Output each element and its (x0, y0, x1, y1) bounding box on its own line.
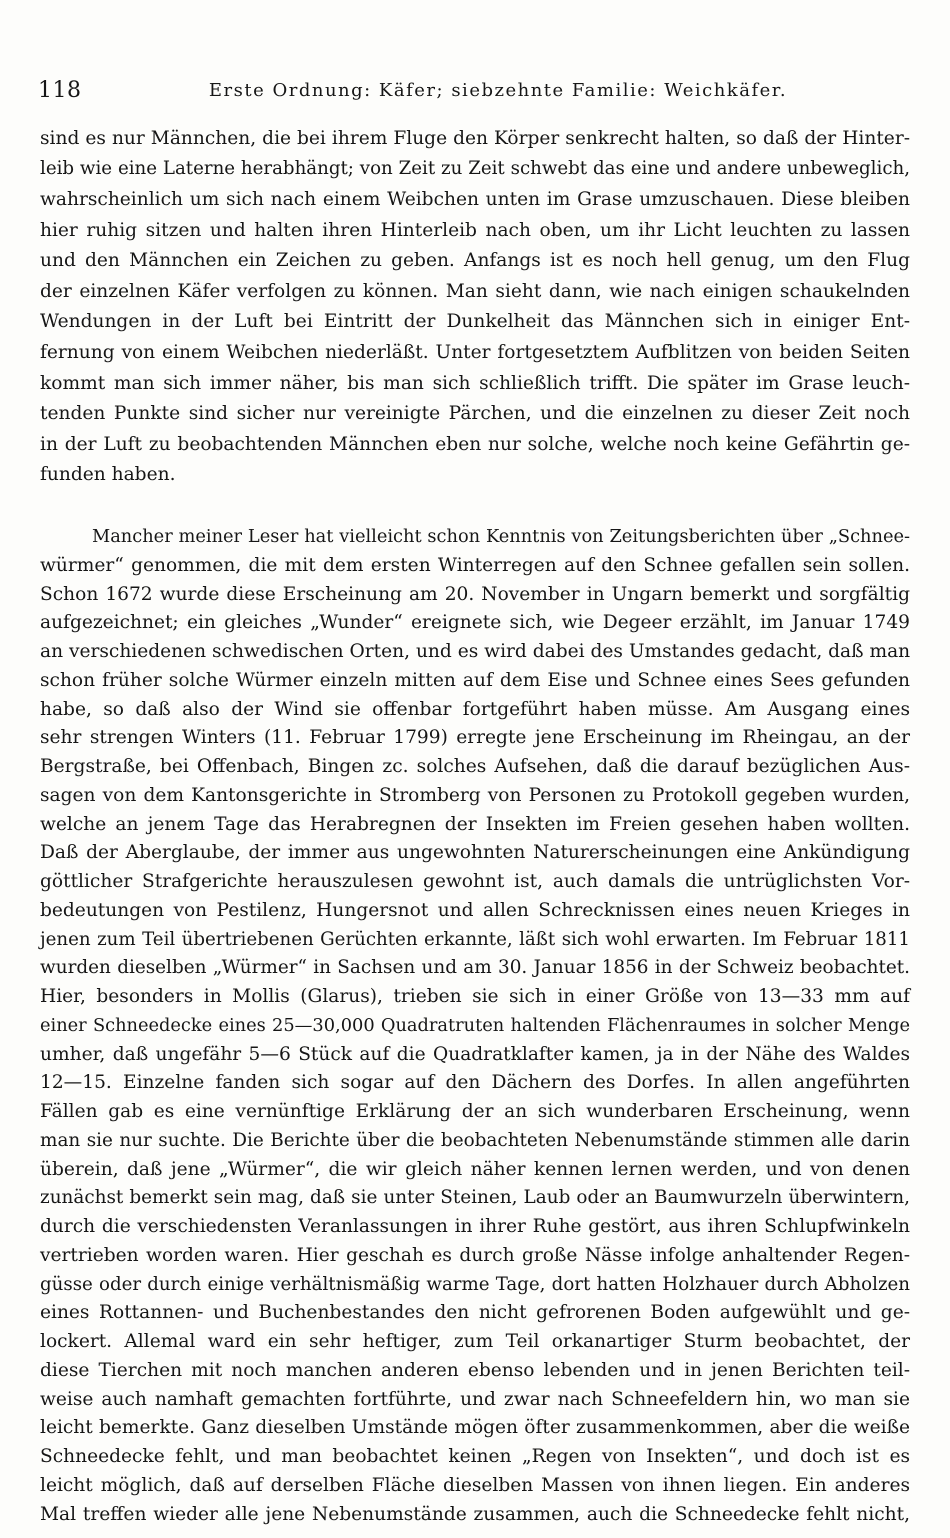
text-line: zunächst bemerkt sein mag, daß sie unter Steinen, Laub oder an Baumwurzeln überwintern, (40, 1187, 910, 1208)
text-line: funden haben. (40, 464, 176, 485)
text-line: sind es nur Männchen, die bei ihrem Fluge den Körper senkrecht halten, so daß der Hinter- (40, 128, 910, 149)
text-line: bedeutungen von Pestilenz, Hungersnot und allen Schrecknissen eines neuen Krieges in (40, 900, 910, 921)
text-line: eines Rottannen- und Buchenbestandes den nicht gefrorenen Boden aufgewühlt und ge- (40, 1302, 910, 1323)
text-line: jenen zum Teil übertriebenen Gerüchten erkannte, läßt sich wohl erwarten. Im Februar 1811 (40, 929, 910, 950)
text-line: und den Männchen ein Zeichen zu geben. Anfangs ist es noch hell genug, um den Flug (40, 250, 910, 271)
text-line: vertrieben worden waren. Hier geschah es durch große Nässe infolge anhaltender Regen- (40, 1245, 910, 1266)
text-line: Schon 1672 wurde diese Erscheinung am 20. November in Ungarn bemerkt und sorgfältig (40, 584, 910, 605)
text-line: weise auch namhaft gemachten fortführte, und zwar nach Schneefeldern hin, wo man sie (40, 1389, 910, 1410)
text-line: hier ruhig sitzen und halten ihren Hinterleib nach oben, um ihr Licht leuchten zu lassen (40, 220, 910, 241)
text-line: güsse oder durch einige verhältnismäßig warme Tage, dort hatten Holzhauer durch Abholzen (40, 1274, 910, 1295)
text-line: Mancher meiner Leser hat vielleicht schon Kenntnis von Zeitungsberichten über „Schnee- (92, 526, 910, 547)
text-line: sehr strengen Winters (11. Februar 1799) erregte jene Erscheinung im Rheingau, an der (40, 727, 910, 748)
text-line: sagen von dem Kantonsgerichte in Stromberg von Personen zu Protokoll gegeben wurden, (40, 785, 910, 806)
text-line: Fällen gab es eine vernünftige Erklärung der an sich wunderbaren Erscheinung, wenn (40, 1101, 910, 1122)
text-line: leib wie eine Laterne herabhängt; von Zeit zu Zeit schwebt das eine und andere unbeweglich, (40, 158, 910, 179)
text-line: diese Tierchen mit noch manchen anderen ebenso lebenden und in jenen Berichten teil- (40, 1360, 910, 1381)
text-line: Mal treffen wieder alle jene Nebenumstände zusammen, auch die Schneedecke fehlt nicht, (40, 1504, 910, 1525)
text-line: lockert. Allemal ward ein sehr heftiger, zum Teil orkanartiger Sturm beobachtet, der (40, 1331, 910, 1352)
text-line: wahrscheinlich um sich nach einem Weibchen unten im Grase umzuschauen. Diese bleiben (40, 189, 910, 210)
text-line: Wendungen in der Luft bei Eintritt der Dunkelheit das Männchen sich in einiger Ent- (40, 311, 910, 332)
text-line: schon früher solche Würmer einzeln mitten auf dem Eise und Schnee eines Sees gefunden (40, 670, 910, 691)
text-line: Bergstraße, bei Offenbach, Bingen zc. solches Aufsehen, daß die darauf bezüglichen Aus- (40, 756, 910, 777)
text-line: welche an jenem Tage das Herabregnen der Insekten im Freien gesehen haben wollten. (40, 814, 910, 835)
page-header (38, 78, 918, 108)
text-line: Schneedecke fehlt, und man beobachtet keinen „Regen von Insekten“, und doch ist es (40, 1446, 910, 1467)
text-line: würmer“ genommen, die mit dem ersten Winterregen auf den Schnee gefallen sein sollen. (40, 555, 910, 576)
text-line: fernung von einem Weibchen niederläßt. Unter fortgesetztem Aufblitzen von beiden Seiten (40, 342, 910, 363)
text-line: göttlicher Strafgerichte herauszulesen gewohnt ist, auch damals die untrüglichsten Vor- (40, 871, 910, 892)
text-line: habe, so daß also der Wind sie offenbar fortgeführt haben müsse. Am Ausgang eines (40, 699, 910, 720)
text-line: durch die verschiedensten Veranlassungen in ihrer Ruhe gestört, aus ihren Schlupfwinkeln (40, 1216, 910, 1237)
text-line: in der Luft zu beobachtenden Männchen eben nur solche, welche noch keine Gefährtin ge- (40, 434, 910, 455)
running-head: Erste Ordnung: Käfer; siebzehnte Familie: Weichkäfer. (208, 80, 788, 101)
text-line: der einzelnen Käfer verfolgen zu können. Man sieht dann, wie nach einigen schaukelnden (40, 281, 910, 302)
text-line: leicht möglich, daß auf derselben Fläche dieselben Massen von ihnen liegen. Ein anderes (40, 1475, 910, 1496)
text-line: aufgezeichnet; ein gleiches „Wunder“ ereignete sich, wie Degeer erzählt, im Januar 1749 (40, 612, 910, 633)
text-line: an verschiedenen schwedischen Orten, und es wird dabei des Umstandes gedacht, daß man (40, 641, 911, 662)
text-line: tenden Punkte sind sicher nur vereinigte Pärchen, und die einzelnen zu dieser Zeit noch (40, 403, 910, 424)
page-number: 118 (38, 78, 82, 103)
text-line: leicht bemerkte. Ganz dieselben Umstände mögen öfter zusammenkommen, aber die weiße (40, 1417, 910, 1438)
text-line: umher, daß ungefähr 5—6 Stück auf die Quadratklafter kamen, ja in der Nähe des Waldes (40, 1044, 910, 1065)
text-line: überein, daß jene „Würmer“, die wir gleich näher kennen lernen werden, und von denen (40, 1159, 910, 1180)
text-line: wurden dieselben „Würmer“ in Sachsen und am 30. Januar 1856 in der Schweiz beobachtet. (40, 957, 910, 978)
text-line: 12—15. Einzelne fanden sich sogar auf den Dächern des Dorfes. In allen angeführten (40, 1072, 910, 1093)
text-line: Hier, besonders in Mollis (Glarus), trieben sie sich in einer Größe von 13—33 mm auf (40, 986, 910, 1007)
text-line: Daß der Aberglaube, der immer aus ungewohnten Naturerscheinungen eine Ankündigung (40, 842, 910, 863)
text-line: kommt man sich immer näher, bis man sich schließlich trifft. Die später im Grase leuch- (40, 373, 910, 394)
text-line: einer Schneedecke eines 25—30,000 Quadratruten haltenden Flächenraumes in solcher Menge (40, 1015, 910, 1036)
text-line: man sie nur suchte. Die Berichte über die beobachteten Nebenumstände stimmen alle darin (40, 1130, 910, 1151)
